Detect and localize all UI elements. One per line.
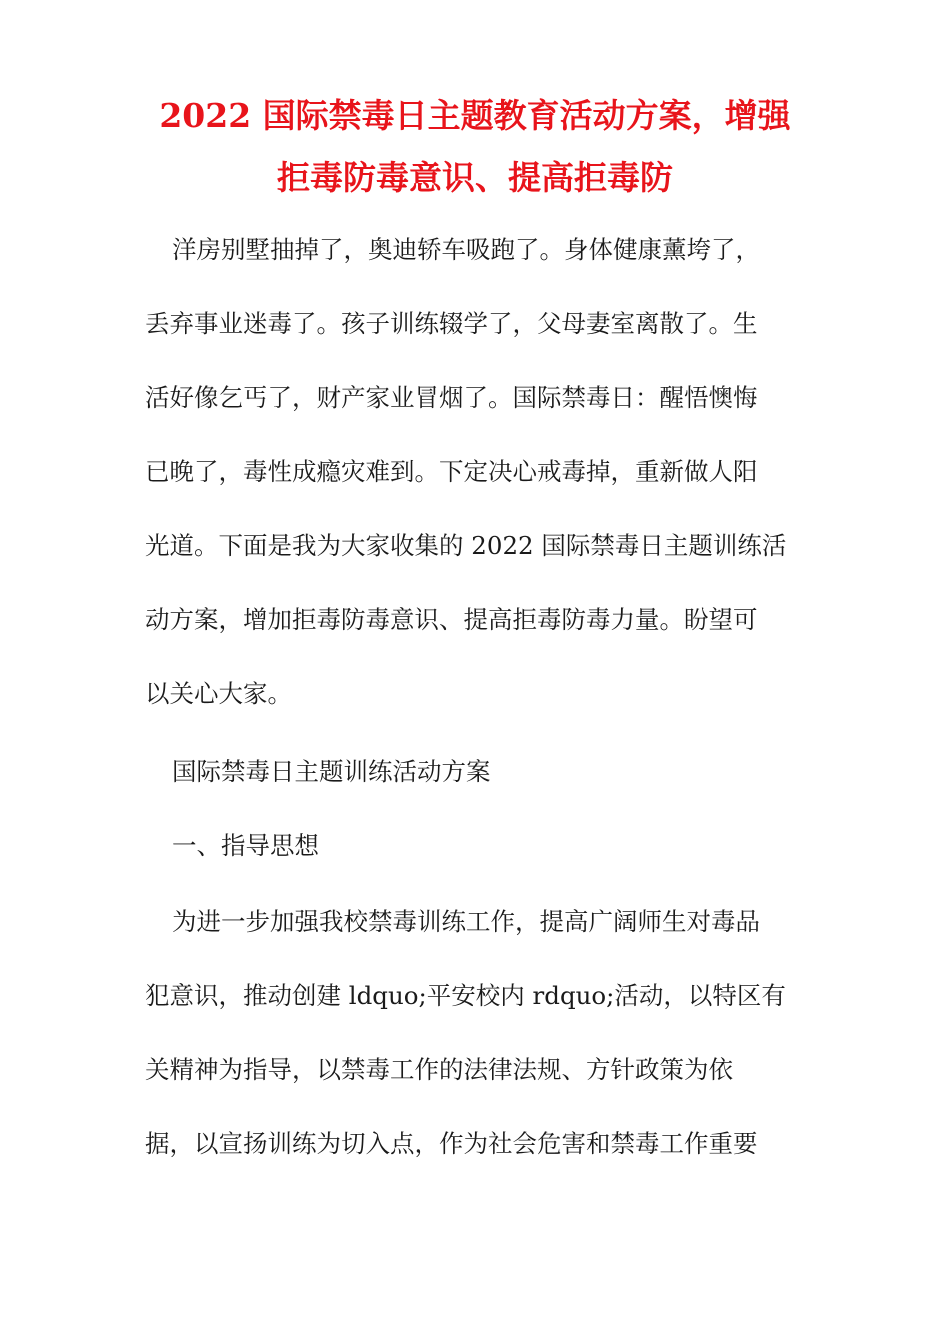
section-heading-plan: 国际禁毒日主题训练活动方案 <box>172 757 491 786</box>
paragraph-line: 据，以宣扬训练为切入点，作为社会危害和禁毒工作重要 <box>145 1129 758 1158</box>
document-title-line-1: 2022 国际禁毒日主题教育活动方案，增强 <box>159 96 791 135</box>
paragraph-line: 丢弃事业迷毒了。孩子训练辍学了，父母妻室离散了。生 <box>145 309 758 338</box>
section-heading-guiding-thought: 一、指导思想 <box>172 831 319 860</box>
paragraph-line: 已晚了，毒性成瘾灾难到。下定决心戒毒掉，重新做人阳 <box>145 457 758 486</box>
paragraph-line: 动方案，增加拒毒防毒意识、提高拒毒防毒力量。盼望可 <box>145 605 758 634</box>
paragraph-line: 犯意识，推动创建 ldquo;平安校内 rdquo;活动，以特区有 <box>145 981 786 1010</box>
paragraph-line: 关精神为指导，以禁毒工作的法律法规、方针政策为依 <box>145 1055 733 1084</box>
paragraph-line: 光道。下面是我为大家收集的 2022 国际禁毒日主题训练活 <box>145 531 787 560</box>
document-title-line-2: 拒毒防毒意识、提高拒毒防 <box>277 158 673 197</box>
paragraph-line: 为进一步加强我校禁毒训练工作，提高广阔师生对毒品 <box>172 907 760 936</box>
paragraph-line: 以关心大家。 <box>145 679 292 708</box>
paragraph-line: 活好像乞丐了，财产家业冒烟了。国际禁毒日：醒悟懊悔 <box>145 383 758 412</box>
paragraph-line: 洋房别墅抽掉了，奥迪轿车吸跑了。身体健康薰垮了， <box>172 235 760 264</box>
